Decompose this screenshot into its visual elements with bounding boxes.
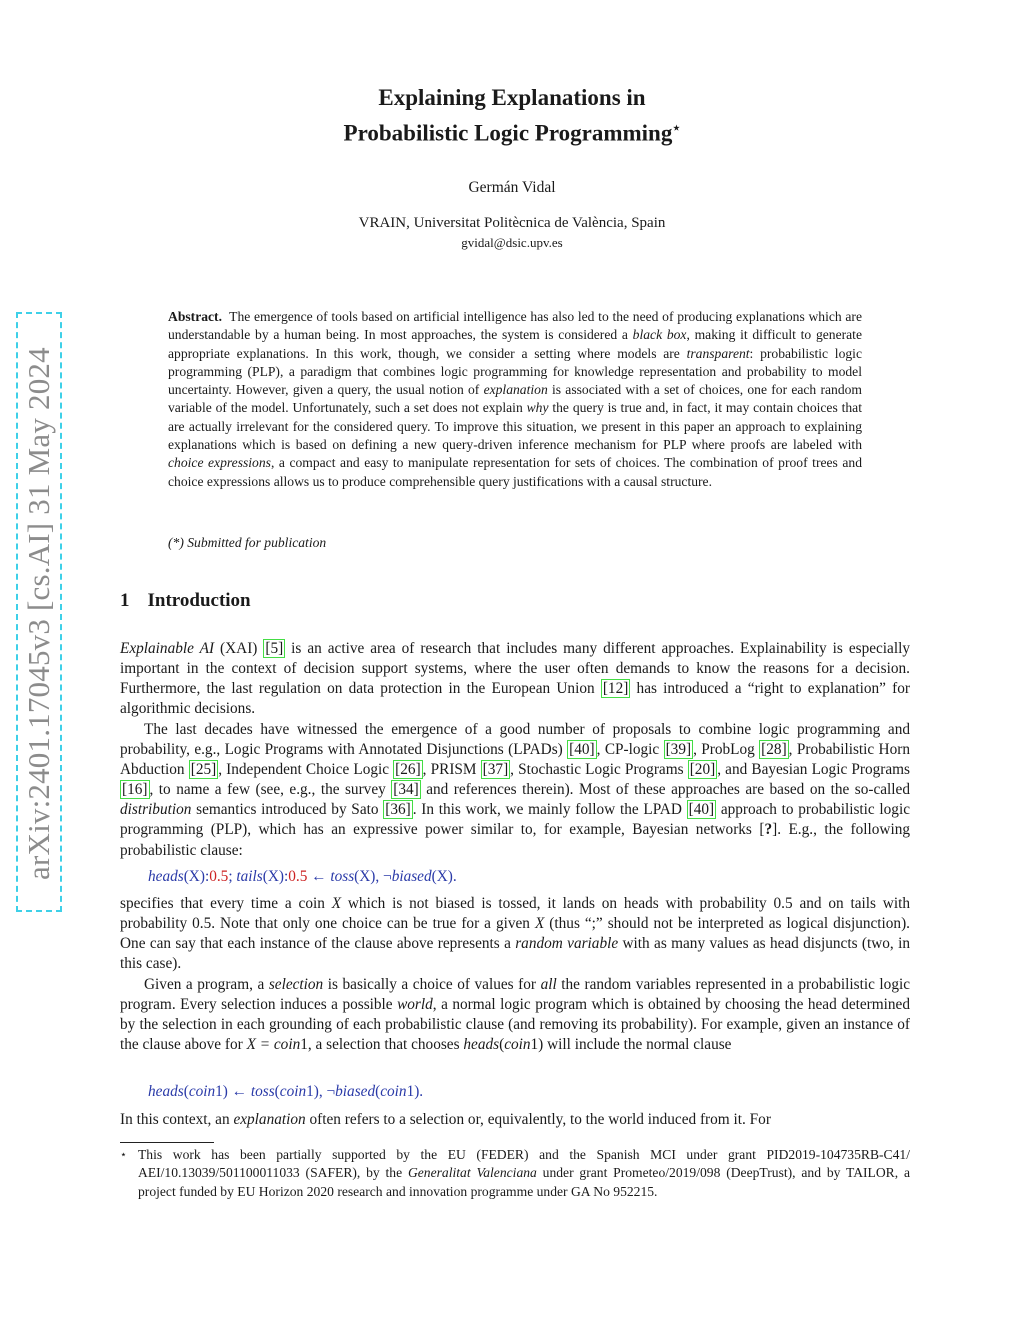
- math-expression: heads: [463, 1036, 500, 1054]
- formula-arg: (X).: [431, 868, 457, 885]
- body-text: , Stochastic Logic Programs: [510, 761, 688, 779]
- formula-probability: 0.5: [209, 868, 229, 885]
- submission-note: (*) Submitted for publication: [168, 535, 327, 550]
- emphasis: random variable: [515, 935, 619, 953]
- paragraph-1: [120, 639, 910, 719]
- footnote-text: This work has been partially supported by the EU (FEDER) and the Spanish MCI under grant PID2019-104735RB-C41/ AEI/10.13039/501100011033 (SAFER), by the: [138, 1147, 910, 1181]
- body-text: has introduced a “right to explanation” for algorithmic decisions.: [120, 680, 910, 718]
- abstract-emphasis: choice expressions: [168, 455, 271, 471]
- body-text: the random variables represented in a probabilistic logic program. Every selection induces a possible: [120, 976, 911, 1014]
- affiliation: VRAIN, Universitat Politècnica de València, Spain: [358, 215, 666, 231]
- paragraph-3: [120, 894, 910, 974]
- formula-atom: biased: [391, 868, 432, 885]
- body-text: , to name a few (see, e.g., the survey: [149, 781, 392, 799]
- abstract-emphasis: why: [526, 400, 549, 416]
- formula-sep: :: [284, 868, 289, 885]
- body-text: , a normal logic program which is obtained by choosing the head determined by the selection in each grounding of each probabilistic clause (and removing its probability). For example, given an instance of the clause above for: [120, 996, 910, 1054]
- math-variable: X: [331, 895, 342, 912]
- abstract-text: : probabilistic logic programming (PLP), a paradigm that combines logic programming for knowledge representation and probability to model uncertainty. However, given a query, the usual notion of: [168, 345, 862, 398]
- formula-probability: 0.5: [288, 868, 308, 885]
- citation-link[interactable]: [34]: [393, 781, 419, 799]
- formula-arrow: ←: [307, 868, 331, 885]
- section-title: Introduction: [147, 590, 251, 611]
- unresolved-citation: ?: [764, 821, 773, 839]
- footnote-text: under grant Prometeo/2019/098 (DeepTrust), and by TAILOR, a project funded by EU Horizon 2020 research and innovation programme under GA No 952215.: [138, 1165, 910, 1199]
- footnote: [120, 1146, 910, 1201]
- body-text: (XAI): [214, 640, 264, 657]
- paragraph-2: [120, 720, 910, 861]
- citation-link[interactable]: [25]: [190, 761, 217, 779]
- citation-link[interactable]: [5]: [265, 640, 284, 657]
- formula-arg: (: [183, 1083, 189, 1100]
- formula-arg: coin: [279, 1083, 307, 1100]
- math-expression: (: [499, 1036, 505, 1054]
- body-text: In this context, an: [120, 1111, 234, 1128]
- body-text: The last decades have witnessed the emergence of a good number of proposals to combine logic programming and probability, e.g., Logic Programs with Annotated Disjunctions (LPADs): [120, 721, 910, 759]
- formula-arg: 1).: [406, 1083, 424, 1100]
- body-text: Given a program, a: [144, 976, 269, 993]
- formula-negation: , ¬: [375, 868, 392, 885]
- abstract: [168, 308, 862, 491]
- emphasis: world: [397, 996, 433, 1014]
- formula-arg: coin: [380, 1083, 407, 1100]
- formula-negation: , ¬: [318, 1083, 336, 1100]
- math-variable: X: [534, 915, 545, 933]
- paper-title-line-1: Explaining Explanations in: [378, 85, 646, 110]
- section-number: 1: [120, 590, 130, 611]
- emphasis: distribution: [120, 801, 192, 819]
- body-text: (thus “;” should not be interpreted as logical disjunction). One can say that each instance of the clause above represents a: [120, 915, 910, 953]
- emphasis: Explainable AI: [120, 640, 215, 657]
- math-expression: 1: [300, 1036, 308, 1054]
- body-text: , and Bayesian Logic Programs: [717, 761, 911, 779]
- body-text: ]. E.g., the following probabilistic clause:: [120, 821, 911, 859]
- body-text: , a selection that chooses: [307, 1036, 464, 1054]
- footnote-emphasis: Generalitat Valenciana: [407, 1165, 537, 1181]
- abstract-label: Abstract.: [168, 309, 222, 324]
- formula-arg: (: [375, 1083, 381, 1100]
- body-text: , ProbLog: [693, 741, 760, 759]
- abstract-text: The emergence of tools based on artificial intelligence has also led to the need of producing explanations which are understandable by a human being. In most approaches, the system is considered a: [168, 309, 862, 343]
- citation-link[interactable]: [12]: [602, 680, 629, 698]
- citation-link[interactable]: [28]: [761, 741, 787, 759]
- body-text: . In this work, we mainly follow the LPAD: [412, 801, 687, 819]
- citation-link[interactable]: [40]: [688, 801, 715, 819]
- paragraph-5: [120, 1110, 910, 1130]
- formula-arg: (X): [354, 868, 376, 885]
- formula-arg: coin: [188, 1083, 216, 1100]
- formula-atom: toss: [250, 1083, 275, 1100]
- author-name: Germán Vidal: [468, 179, 556, 196]
- title-footnote-star[interactable]: ⋆: [672, 120, 681, 135]
- body-text: , Independent Choice Logic: [218, 761, 394, 779]
- body-text: , Probabilistic Horn Abduction: [120, 741, 910, 779]
- citation-link[interactable]: [37]: [482, 761, 509, 779]
- abstract-emphasis: black box: [632, 327, 687, 343]
- abstract-emphasis: transparent: [686, 345, 750, 361]
- footnote-divider: [120, 1142, 214, 1143]
- citation-link[interactable]: [20]: [689, 761, 716, 779]
- body-text: is basically a choice of values for: [323, 976, 541, 993]
- formula-atom: toss: [330, 868, 355, 885]
- emphasis: explanation: [233, 1111, 306, 1128]
- body-text: , CP-logic: [596, 741, 664, 759]
- body-text: semantics introduced by Sato: [191, 801, 384, 819]
- formula-arg: (X): [262, 868, 285, 885]
- body-text: specifies that every time a coin: [120, 895, 332, 912]
- citation-link[interactable]: [36]: [385, 801, 411, 819]
- formula-arg: 1): [215, 1083, 228, 1100]
- emphasis: all: [540, 976, 557, 993]
- normal-clause-formula: [148, 1083, 423, 1101]
- body-text: approach to probabilistic logic programming (PLP), which has an expressive power similar to, for example, Bayesian networks [: [120, 801, 910, 839]
- body-text: is an active area of research that includes many different approaches. Explainability is especially important in the context of decision support systems, where the user often demands to know the reasons for a decision. Furthermore, the last regulation on data protection in the European Union: [120, 640, 910, 698]
- probabilistic-clause-formula: [148, 868, 457, 886]
- citation-link[interactable]: [16]: [122, 781, 148, 799]
- abstract-text: , making it difficult to generate appropriate explanations. In this work, though, we consider a setting where models are: [168, 327, 862, 361]
- abstract-text: is associated with a set of choices, one for each random variable of the model. Unfortunately, such a set does not explain: [168, 382, 862, 416]
- footnote-star: ⋆: [120, 1149, 127, 1161]
- math-expression: 1): [530, 1036, 544, 1054]
- body-text: will include the normal clause: [543, 1036, 732, 1054]
- math-expression: coin: [504, 1036, 531, 1054]
- section-heading: [120, 590, 251, 612]
- body-text: which is not biased is tossed, it lands on heads with probability 0.5 and on tails with probability 0.5. Note that only one choice can be true for a given: [120, 895, 911, 933]
- formula-sep: :: [204, 868, 210, 885]
- citation-link[interactable]: [39]: [665, 741, 692, 759]
- formula-arg: (: [274, 1083, 280, 1100]
- formula-arg: 1): [306, 1083, 319, 1100]
- formula-atom: heads: [148, 1083, 184, 1100]
- citation-link[interactable]: [26]: [395, 761, 421, 779]
- formula-sep: ;: [228, 868, 237, 885]
- emphasis: selection: [268, 976, 324, 993]
- body-text: and references therein). Most of these approaches are based on the so-called: [420, 781, 910, 799]
- formula-arg: (X): [183, 868, 205, 885]
- body-text: , PRISM: [422, 761, 481, 779]
- arxiv-identifier[interactable]: arXiv:2401.17045v3 [cs.AI] 31 May 2024: [21, 347, 56, 880]
- author-email[interactable]: gvidal@dsic.upv.es: [461, 235, 563, 250]
- formula-atom: tails: [236, 868, 263, 885]
- citation-link[interactable]: [40]: [569, 741, 595, 759]
- formula-arrow: ←: [227, 1083, 251, 1100]
- paper-title-text: Probabilistic Logic Programming: [343, 120, 673, 146]
- abstract-emphasis: explanation: [483, 382, 548, 398]
- math-expression: X = coin: [246, 1036, 301, 1054]
- paragraph-4: [120, 975, 910, 1055]
- paper-title-line-2: [0, 113, 1024, 149]
- body-text: often refers to a selection or, equivalently, to the world induced from it. For: [305, 1111, 771, 1128]
- abstract-text: , a compact and easy to manipulate representation for sets of choices. The combination of proof trees and choice expressions allows us to produce comprehensible query justifications with a causal structure.: [168, 455, 862, 489]
- abstract-text: the query is true and, in fact, it may contain choices that are actually irrelevant for the considered query. To improve this situation, we present in this paper an approach to explaining explanations which is based on defining a new query-driven inference mechanism for PLP where proofs are labeled with: [168, 400, 862, 453]
- body-text: with as many values as head disjuncts (two, in this case).: [120, 935, 910, 973]
- formula-atom: heads: [148, 868, 184, 885]
- formula-atom: biased: [335, 1083, 376, 1100]
